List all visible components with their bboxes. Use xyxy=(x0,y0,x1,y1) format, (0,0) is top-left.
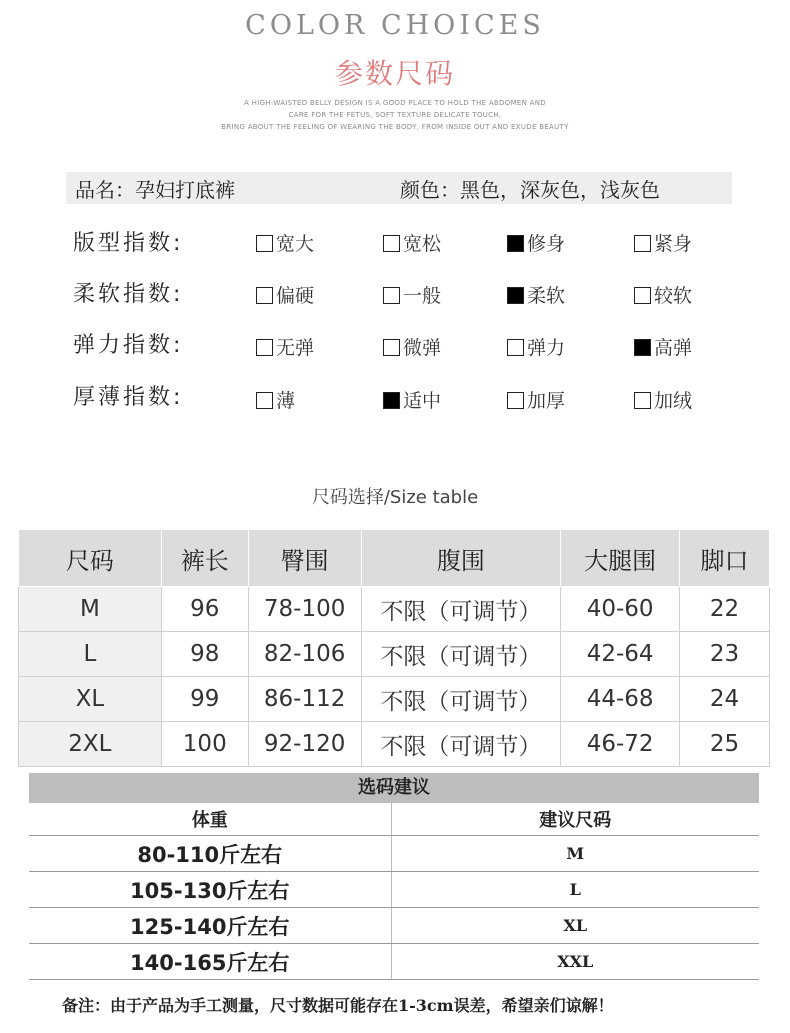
table-cell: 44-68 xyxy=(561,677,680,722)
table-cell: 98 xyxy=(161,632,248,677)
size-table-header-row xyxy=(19,530,770,587)
weight-cell: 80-110斤左右 xyxy=(29,836,391,872)
checkbox-checked-icon xyxy=(383,392,400,409)
tagline-line: CARE FOR THE FETUS, SOFT TEXTURE DELICATE TOUCH, xyxy=(288,111,502,119)
checkbox-icon xyxy=(507,339,524,356)
table-cell: 不限（可调节） xyxy=(361,587,561,632)
option-thickness-2: 适中 xyxy=(383,386,441,413)
option-thickness-1: 薄 xyxy=(256,386,295,413)
option-fit-1: 宽大 xyxy=(256,229,314,256)
table-cell: 不限（可调节） xyxy=(361,632,561,677)
table-cell: 46-72 xyxy=(561,722,680,767)
column-header: 大腿围 xyxy=(561,530,680,587)
table-row xyxy=(29,872,759,908)
option-softness-3: 柔软 xyxy=(507,281,565,308)
table-cell: 不限（可调节） xyxy=(361,722,561,767)
table-cell: M xyxy=(19,587,162,632)
table-row xyxy=(19,587,770,632)
table-cell: 40-60 xyxy=(561,587,680,632)
table-cell: 92-120 xyxy=(248,722,361,767)
option-thickness-3: 加厚 xyxy=(507,386,565,413)
recommendation-table xyxy=(29,803,759,980)
column-header: 裤长 xyxy=(161,530,248,587)
size-table-caption: 尺码选择/Size table xyxy=(311,487,479,508)
table-cell: 25 xyxy=(680,722,770,767)
checkbox-checked-icon xyxy=(507,235,524,252)
size-cell: XL xyxy=(391,908,759,944)
option-elasticity-4: 高弹 xyxy=(634,333,692,360)
table-cell: L xyxy=(19,632,162,677)
checkbox-icon xyxy=(256,235,273,252)
checkbox-icon xyxy=(256,339,273,356)
size-cell: M xyxy=(391,836,759,872)
checkbox-icon xyxy=(256,287,273,304)
tagline-line: BRING ABOUT THE FEELING OF WEARING THE BODY, FROM INSIDE OUT AND EXUDE BEAUTY xyxy=(221,123,569,131)
table-cell: 不限（可调节） xyxy=(361,677,561,722)
checkbox-icon xyxy=(634,235,651,252)
option-thickness-4: 加绒 xyxy=(634,386,692,413)
option-elasticity-3: 弹力 xyxy=(507,333,565,360)
product-name: 品名：孕妇打底裤 xyxy=(75,178,235,202)
tagline-line: A HIGH-WAISTED BELLY DESIGN IS A GOOD PLACE TO HOLD THE ABDOMEN AND xyxy=(244,99,546,107)
footnote: 备注：由于产品为手工测量，尺寸数据可能存在1-3cm误差，希望亲们谅解！ xyxy=(62,996,614,1015)
checkbox-icon xyxy=(634,287,651,304)
table-cell: 96 xyxy=(161,587,248,632)
product-colors: 颜色：黑色，深灰色，浅灰色 xyxy=(400,178,660,202)
table-cell: 22 xyxy=(680,587,770,632)
checkbox-checked-icon xyxy=(507,287,524,304)
color-choices-heading: COLOR CHOICES xyxy=(245,10,545,41)
index-label-softness: 柔软指数: xyxy=(73,282,184,307)
checkbox-icon xyxy=(383,235,400,252)
size-table xyxy=(18,529,770,767)
checkbox-icon xyxy=(383,339,400,356)
weight-cell: 140-165斤左右 xyxy=(29,944,391,980)
column-header: 腹围 xyxy=(361,530,561,587)
table-row xyxy=(19,632,770,677)
option-fit-2: 宽松 xyxy=(383,229,441,256)
table-cell: 23 xyxy=(680,632,770,677)
checkbox-icon xyxy=(256,392,273,409)
table-row xyxy=(19,677,770,722)
option-softness-4: 较软 xyxy=(634,281,692,308)
table-cell: 86-112 xyxy=(248,677,361,722)
index-label-elasticity: 弹力指数: xyxy=(73,333,184,358)
checkbox-icon xyxy=(383,287,400,304)
column-header: 脚口 xyxy=(680,530,770,587)
checkbox-checked-icon xyxy=(634,339,651,356)
weight-cell: 125-140斤左右 xyxy=(29,908,391,944)
option-softness-1: 偏硬 xyxy=(256,281,314,308)
table-row xyxy=(29,908,759,944)
option-fit-3: 修身 xyxy=(507,229,565,256)
weight-cell: 105-130斤左右 xyxy=(29,872,391,908)
column-header: 体重 xyxy=(29,803,391,836)
checkbox-icon xyxy=(507,392,524,409)
recommendation-title: 选码建议 xyxy=(29,773,759,803)
table-cell: 99 xyxy=(161,677,248,722)
option-elasticity-2: 微弹 xyxy=(383,333,441,360)
table-row xyxy=(29,836,759,872)
index-label-fit: 版型指数: xyxy=(73,231,184,256)
option-fit-4: 紧身 xyxy=(634,229,692,256)
size-cell: L xyxy=(391,872,759,908)
recommendation-header-row xyxy=(29,803,759,836)
table-cell: 82-106 xyxy=(248,632,361,677)
option-softness-2: 一般 xyxy=(383,281,441,308)
table-cell: 42-64 xyxy=(561,632,680,677)
table-cell: 2XL xyxy=(19,722,162,767)
table-cell: XL xyxy=(19,677,162,722)
column-header: 臀围 xyxy=(248,530,361,587)
table-row xyxy=(19,722,770,767)
index-label-thickness: 厚薄指数: xyxy=(73,385,184,410)
table-cell: 100 xyxy=(161,722,248,767)
table-cell: 78-100 xyxy=(248,587,361,632)
column-header: 建议尺码 xyxy=(391,803,759,836)
size-cell: XXL xyxy=(391,944,759,980)
checkbox-icon xyxy=(634,392,651,409)
table-cell: 24 xyxy=(680,677,770,722)
table-row xyxy=(29,944,759,980)
option-elasticity-1: 无弹 xyxy=(256,333,314,360)
page-title: 参数尺码 xyxy=(334,57,455,90)
column-header: 尺码 xyxy=(19,530,162,587)
